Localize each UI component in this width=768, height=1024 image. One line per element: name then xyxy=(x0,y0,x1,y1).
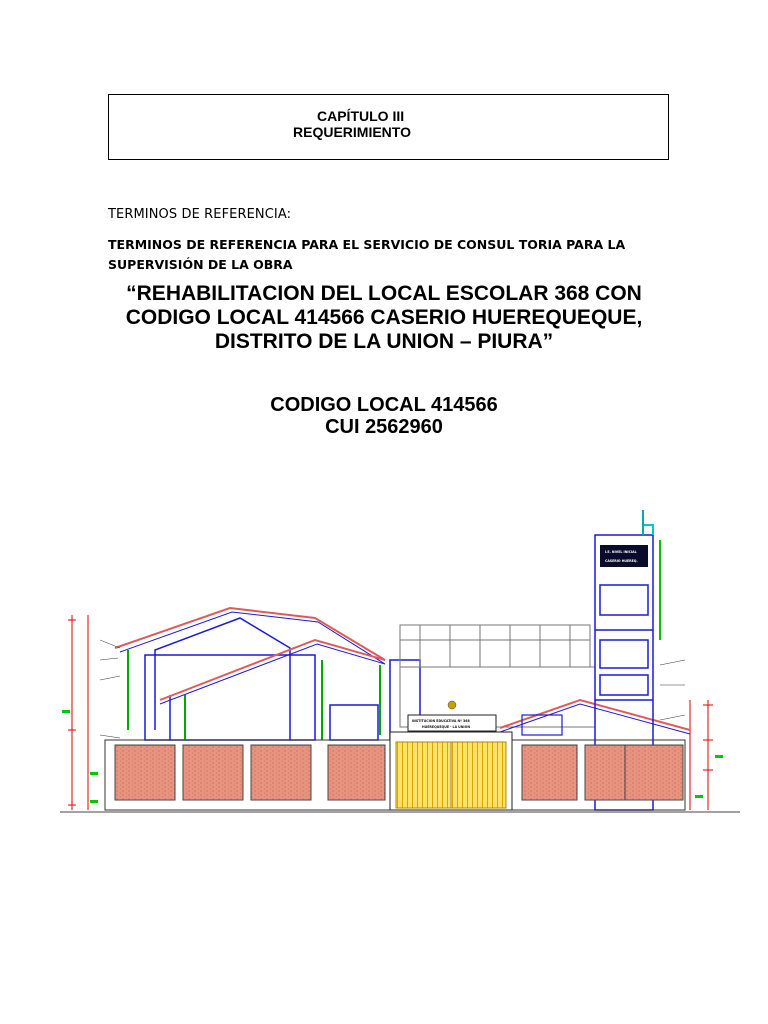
chapter-subtitle: REQUERIMIENTO xyxy=(293,124,411,140)
left-dimensions xyxy=(68,615,88,810)
project-title: “REHABILITACION DEL LOCAL ESCOLAR 368 CON CODIGO LOCAL 414566 CASERIO HUEREQUEQUE, DISTRITO DE LA UNION – PIURA” xyxy=(125,282,643,353)
svg-text:INSTITUCION EDUCATIVA Nº 368: INSTITUCION EDUCATIVA Nº 368 xyxy=(412,719,470,723)
elevation-drawing xyxy=(60,500,740,820)
local-code: CODIGO LOCAL 414566 xyxy=(270,394,498,416)
svg-text:I.E. NIVEL INICIAL: I.E. NIVEL INICIAL xyxy=(605,550,637,554)
chapter-box xyxy=(108,94,669,160)
cui-code: CUI 2562960 xyxy=(325,416,443,438)
right-dimensions xyxy=(690,700,713,810)
tdr-label: TERMINOS DE REFERENCIA: xyxy=(108,207,292,222)
code-block xyxy=(84,394,684,438)
svg-text:CASERIO HUEREQ.: CASERIO HUEREQ. xyxy=(605,559,638,563)
tdr-subtitle: TERMINOS DE REFERENCIA PARA EL SERVICIO DE CONSUL TORIA PARA LA SUPERVISIÓN DE LA OBRA xyxy=(108,237,626,272)
svg-text:HUEREQUEQUE - LA UNION: HUEREQUEQUE - LA UNION xyxy=(422,725,470,729)
chapter-title: CAPÍTULO III xyxy=(317,108,405,124)
